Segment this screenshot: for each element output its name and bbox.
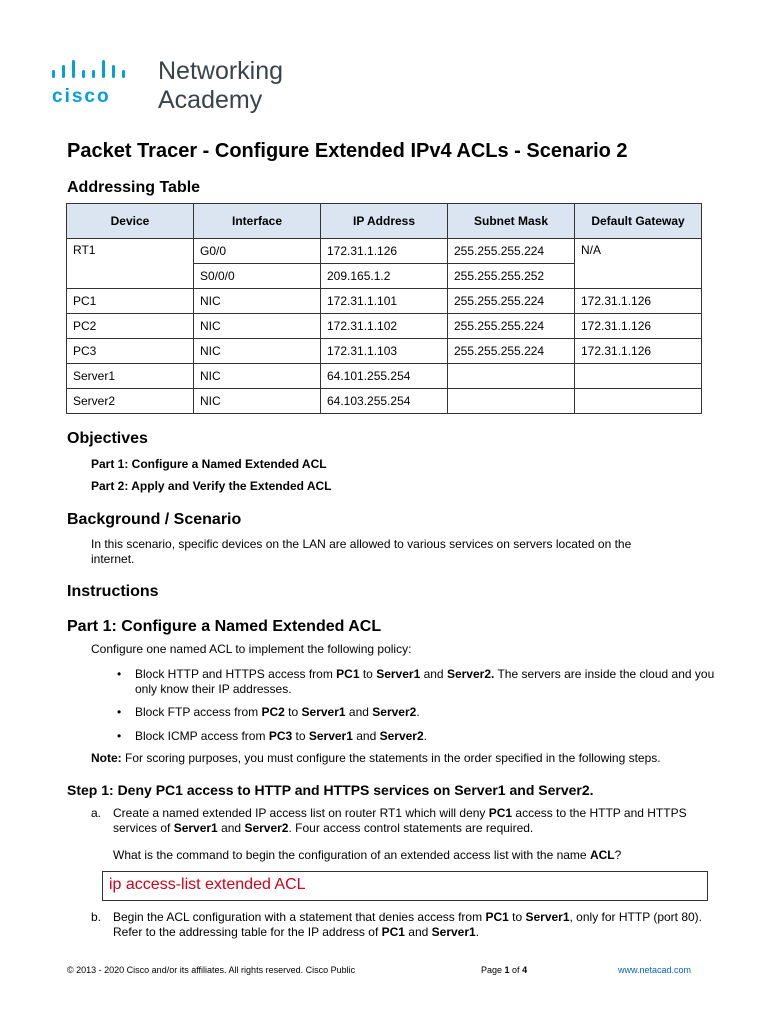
table-cell: 255.255.255.224 (448, 314, 575, 339)
table-cell: 255.255.255.224 (448, 339, 575, 364)
table-cell: PC2 (67, 314, 194, 339)
objective-part2: Part 2: Apply and Verify the Extended ACL (91, 479, 332, 493)
bullet-icon: • (117, 667, 122, 681)
footer-page-number: Page 1 of 4 (481, 965, 528, 975)
table-cell: N/A (575, 239, 702, 289)
table-cell: NIC (194, 389, 321, 414)
table-cell (575, 364, 702, 389)
addressing-table-heading: Addressing Table (67, 179, 201, 196)
table-cell: 255.255.255.224 (448, 239, 575, 264)
step-b-label: b. (91, 910, 102, 924)
page-title: Packet Tracer - Configure Extended IPv4 ACLs - Scenario 2 (67, 140, 628, 162)
policy-intro: Configure one named ACL to implement the following policy: (91, 642, 412, 656)
table-cell: 64.101.255.254 (321, 364, 448, 389)
table-cell: PC3 (67, 339, 194, 364)
table-row (67, 389, 702, 414)
table-cell: 172.31.1.126 (575, 314, 702, 339)
table-cell: 172.31.1.126 (321, 239, 448, 264)
background-heading: Background / Scenario (67, 511, 242, 528)
table-cell: Server2 (67, 389, 194, 414)
table-cell: NIC (194, 289, 321, 314)
header-device: Device (67, 204, 194, 239)
cisco-networking-academy-logo (52, 56, 312, 118)
table-cell: NIC (194, 364, 321, 389)
logo-cisco-wordmark: cisco (52, 86, 111, 107)
header-subnet-mask: Subnet Mask (448, 204, 575, 239)
policy-bullet-3: Block ICMP access from PC3 to Server1 and Server2. (135, 729, 427, 743)
policy-bullet-1: Block HTTP and HTTPS access from PC1 to Server1 and Server2. The servers are inside the cloud and you only know their IP addresses. (135, 667, 715, 696)
question-text: What is the command to begin the configuration of an extended access list with the name ACL? (113, 848, 622, 862)
table-row (67, 339, 702, 364)
table-cell (448, 364, 575, 389)
table-cell: 209.165.1.2 (321, 264, 448, 289)
table-cell: RT1 (67, 239, 194, 289)
background-text: In this scenario, specific devices on the LAN are allowed to various services on servers located on the internet. (91, 537, 632, 566)
table-cell: 172.31.1.103 (321, 339, 448, 364)
step-a-text: Create a named extended IP access list on router RT1 which will deny PC1 access to the HTTP and HTTPS services of Server1 and Server2. Four access control statements are required. (113, 806, 687, 835)
step1-heading: Step 1: Deny PC1 access to HTTP and HTTPS services on Server1 and Server2. (67, 782, 594, 798)
step-b-text: Begin the ACL configuration with a statement that denies access from PC1 to Server1, only for HTTP (port 80). Refer to the addressing table for the IP address of PC1 and Server1. (113, 910, 703, 939)
table-row (67, 239, 702, 264)
objectives-heading: Objectives (67, 430, 148, 447)
table-row (67, 289, 702, 314)
header-interface: Interface (194, 204, 321, 239)
footer-copyright: © 2013 - 2020 Cisco and/or its affiliates. All rights reserved. Cisco Public (67, 965, 356, 975)
table-cell: 255.255.255.252 (448, 264, 575, 289)
answer-box[interactable] (102, 871, 708, 901)
bullet-icon: • (117, 705, 122, 719)
header-ip-address: IP Address (321, 204, 448, 239)
table-cell: 172.31.1.102 (321, 314, 448, 339)
table-cell (448, 389, 575, 414)
policy-bullet-2: Block FTP access from PC2 to Server1 and Server2. (135, 705, 420, 719)
logo-networking: Networking (158, 57, 284, 85)
logo-academy: Academy (158, 86, 263, 114)
bullet-icon: • (117, 729, 122, 743)
addressing-table (66, 203, 702, 414)
part1-heading: Part 1: Configure a Named Extended ACL (67, 618, 382, 635)
table-cell: PC1 (67, 289, 194, 314)
table-row (67, 314, 702, 339)
table-cell: G0/0 (194, 239, 321, 264)
table-cell: 172.31.1.126 (575, 289, 702, 314)
table-cell: S0/0/0 (194, 264, 321, 289)
footer-netacad-link[interactable]: www.netacad.com (618, 965, 692, 975)
instructions-heading: Instructions (67, 583, 159, 600)
table-cell: Server1 (67, 364, 194, 389)
scoring-note: Note: For scoring purposes, you must configure the statements in the order specified in the following steps. (91, 751, 661, 765)
table-header-row (67, 204, 702, 239)
table-cell: NIC (194, 314, 321, 339)
cisco-bars-icon (52, 60, 144, 86)
table-row (67, 364, 702, 389)
table-cell: 172.31.1.126 (575, 339, 702, 364)
answer-text: ip access-list extended ACL (109, 876, 306, 893)
table-cell: 255.255.255.224 (448, 289, 575, 314)
header-default-gateway: Default Gateway (575, 204, 702, 239)
table-cell (575, 389, 702, 414)
step-a-label: a. (91, 806, 102, 820)
table-cell: 172.31.1.101 (321, 289, 448, 314)
objective-part1: Part 1: Configure a Named Extended ACL (91, 457, 327, 471)
table-cell: 64.103.255.254 (321, 389, 448, 414)
table-cell: NIC (194, 339, 321, 364)
